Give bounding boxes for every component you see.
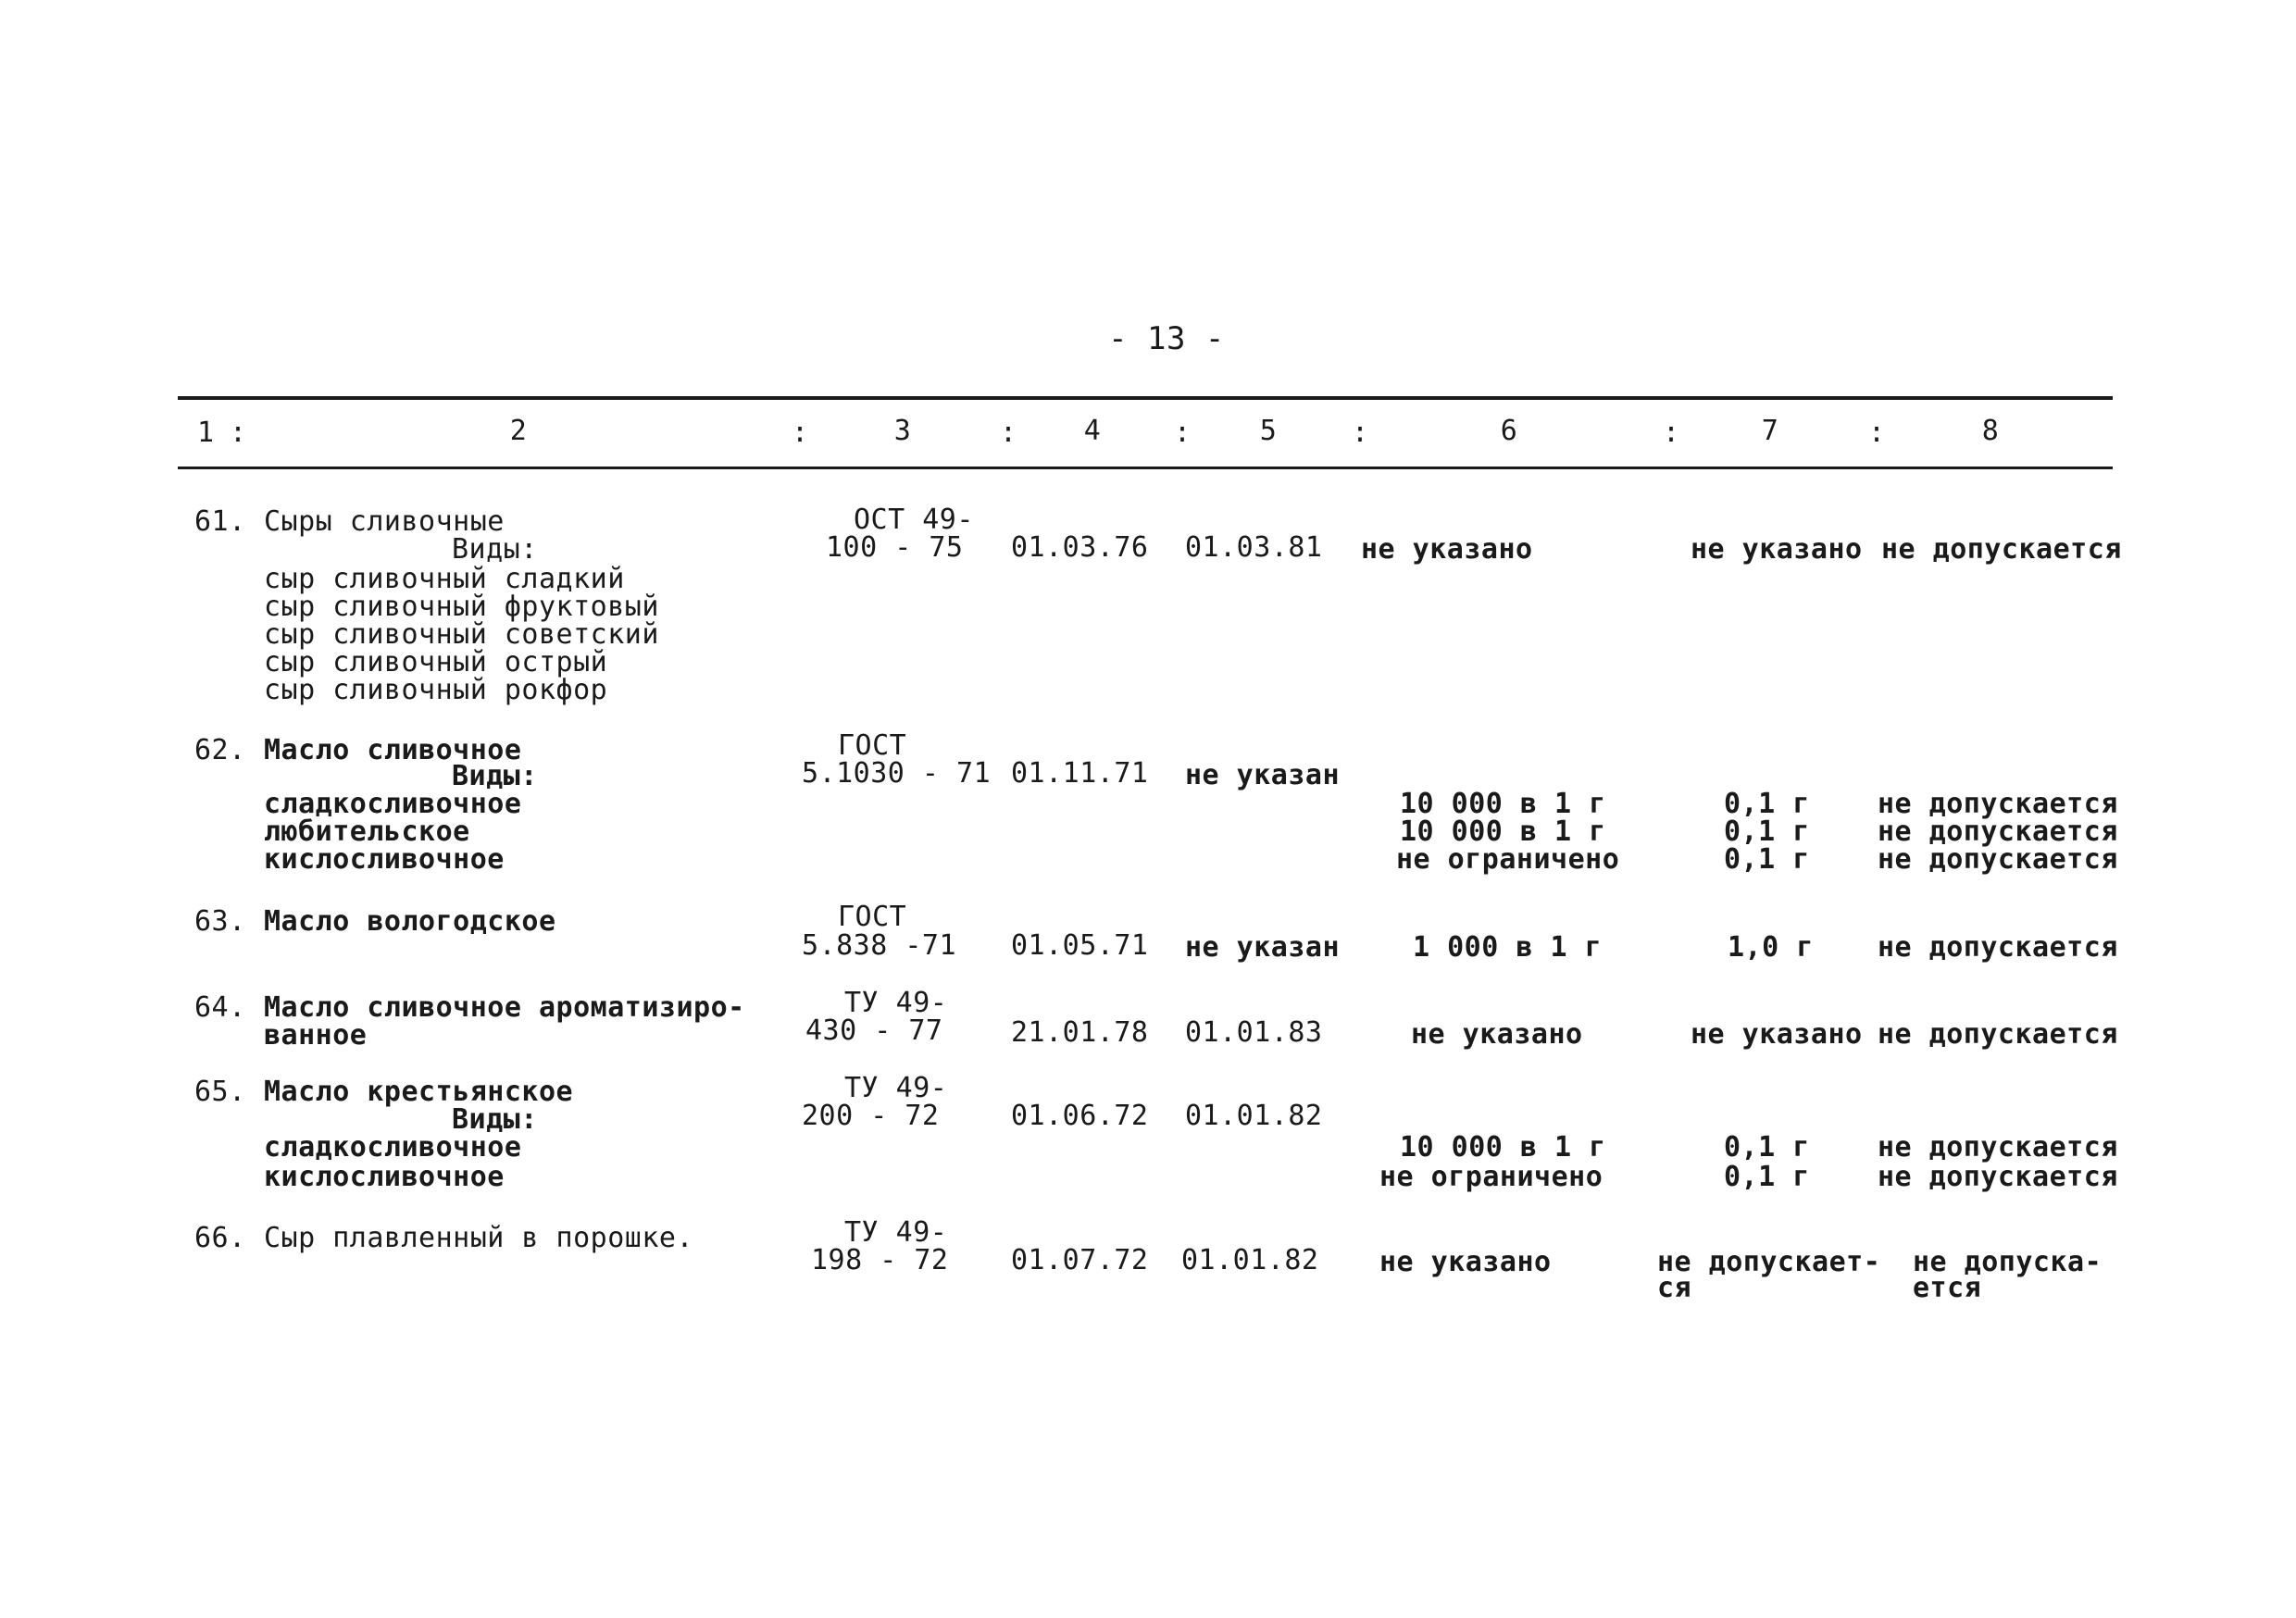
product-kind: сыр сливочный фруктовый	[264, 591, 659, 623]
column-6-value: не ограничено	[1396, 843, 1620, 876]
row-number: 63.	[194, 905, 246, 938]
product-kind: сыр сливочный острый	[264, 646, 608, 678]
column-7-value: 0,1 г	[1724, 815, 1810, 848]
column-number: 6	[1500, 415, 1518, 447]
product-name: Масло крестьянское	[264, 1076, 574, 1108]
column-7-value: ся	[1657, 1272, 1692, 1304]
document-number: ТУ 49-	[844, 987, 948, 1019]
kinds-label: Виды:	[452, 1103, 538, 1136]
column-separator: :	[1352, 417, 1369, 449]
column-separator: :	[1868, 417, 1886, 449]
product-kind: сыр сливочный рокфор	[264, 674, 608, 706]
column-separator: :	[1174, 417, 1192, 449]
column-6-value: 10 000 в 1 г	[1400, 1131, 1606, 1164]
kinds-label: Виды:	[452, 533, 538, 566]
document-number: 198 - 72	[811, 1244, 949, 1276]
column-number: 2	[509, 415, 528, 447]
product-name: ванное	[264, 1019, 368, 1052]
column-7-value: 0,1 г	[1724, 1161, 1810, 1193]
column-8-value: не допускается	[1878, 931, 2118, 964]
product-kind: сыр сливочный советский	[264, 618, 659, 651]
product-name: Сыр плавленный в порошке.	[264, 1222, 694, 1254]
column-8-value: не допускается	[1881, 533, 2122, 566]
product-name: Масло сливочное ароматизиро-	[264, 991, 745, 1024]
column-number: 7	[1761, 415, 1779, 447]
column-8-value: не допускается	[1878, 1018, 2118, 1051]
column-number: 1	[197, 417, 215, 449]
date-introduced: 21.01.78	[1011, 1016, 1149, 1049]
date-introduced: 01.07.72	[1011, 1244, 1149, 1276]
document-number: ГОСТ	[838, 729, 907, 762]
column-6-value: не ограничено	[1379, 1161, 1603, 1193]
product-name: Масло сливочное	[264, 734, 522, 766]
column-8-value: не допускается	[1878, 815, 2118, 848]
date-introduced: 01.11.71	[1011, 757, 1149, 790]
product-kind: любительское	[264, 815, 470, 848]
product-kind: сладкосливочное	[264, 788, 522, 820]
product-name: Сыры сливочные	[264, 505, 505, 538]
column-number: 4	[1083, 415, 1102, 447]
product-kind: кислосливочное	[264, 843, 505, 876]
column-8-value: не допускается	[1878, 788, 2118, 820]
row-number: 62.	[194, 734, 246, 766]
page-number: - 13 -	[1108, 320, 1225, 357]
document-number: 5.1030 - 71	[802, 757, 992, 790]
column-8-value: не допускается	[1878, 1161, 2118, 1193]
column-6-value: не указано	[1361, 533, 1533, 566]
document-number: ТУ 49-	[844, 1072, 948, 1104]
column-separator: :	[792, 417, 809, 449]
date-valid-until: 01.01.82	[1181, 1244, 1319, 1276]
column-6-value: 10 000 в 1 г	[1400, 815, 1606, 848]
column-6-value: не указано	[1411, 1018, 1583, 1051]
column-number: 5	[1259, 415, 1278, 447]
row-number: 64.	[194, 991, 246, 1024]
row-number: 66.	[194, 1222, 246, 1254]
column-separator: :	[1663, 417, 1680, 449]
column-6-value: не указано	[1379, 1246, 1552, 1278]
column-7-value: 0,1 г	[1724, 843, 1810, 876]
document-number: ТУ 49-	[844, 1216, 948, 1249]
date-valid-until: не указан	[1185, 931, 1341, 964]
date-introduced: 01.05.71	[1011, 929, 1149, 962]
product-kind: сладкосливочное	[264, 1131, 522, 1164]
column-7-value: 0,1 г	[1724, 1131, 1810, 1164]
document-number: 430 - 77	[805, 1014, 943, 1047]
column-6-value: 1 000 в 1 г	[1413, 931, 1603, 964]
document-number: 100 - 75	[826, 531, 964, 564]
column-7-value: не указано	[1691, 1018, 1863, 1051]
column-7-value: не указано	[1691, 533, 1863, 566]
column-8-value: не допуска-	[1913, 1246, 2103, 1278]
row-number: 65.	[194, 1076, 246, 1108]
date-valid-until: не указан	[1185, 759, 1341, 791]
date-introduced: 01.06.72	[1011, 1100, 1149, 1132]
product-kind: кислосливочное	[264, 1161, 505, 1193]
column-7-value: 1,0 г	[1728, 931, 1814, 964]
date-valid-until: 01.03.81	[1185, 531, 1323, 564]
column-8-value: не допускается	[1878, 843, 2118, 876]
date-valid-until: 01.01.83	[1185, 1016, 1323, 1049]
column-8-value: ется	[1913, 1272, 1982, 1304]
column-7-value: 0,1 г	[1724, 788, 1810, 820]
table-header-bottom-rule	[178, 467, 2113, 469]
column-7-value: не допускает-	[1657, 1246, 1881, 1278]
column-separator: :	[1000, 417, 1017, 449]
product-name: Масло вологодское	[264, 905, 556, 938]
document-number: 5.838 -71	[802, 929, 957, 962]
column-number: 8	[1981, 415, 2000, 447]
column-6-value: 10 000 в 1 г	[1400, 788, 1606, 820]
column-number: 3	[893, 415, 912, 447]
document-number: ОСТ 49-	[854, 504, 974, 536]
kinds-label: Виды:	[452, 760, 538, 792]
column-8-value: не допускается	[1878, 1131, 2118, 1164]
product-kind: сыр сливочный сладкий	[264, 563, 625, 595]
table-top-rule	[178, 396, 2113, 400]
row-number: 61.	[194, 505, 246, 538]
document-number: 200 - 72	[802, 1100, 940, 1132]
document-number: ГОСТ	[838, 901, 907, 933]
date-introduced: 01.03.76	[1011, 531, 1149, 564]
date-valid-until: 01.01.82	[1185, 1100, 1323, 1132]
column-separator: :	[230, 417, 247, 449]
